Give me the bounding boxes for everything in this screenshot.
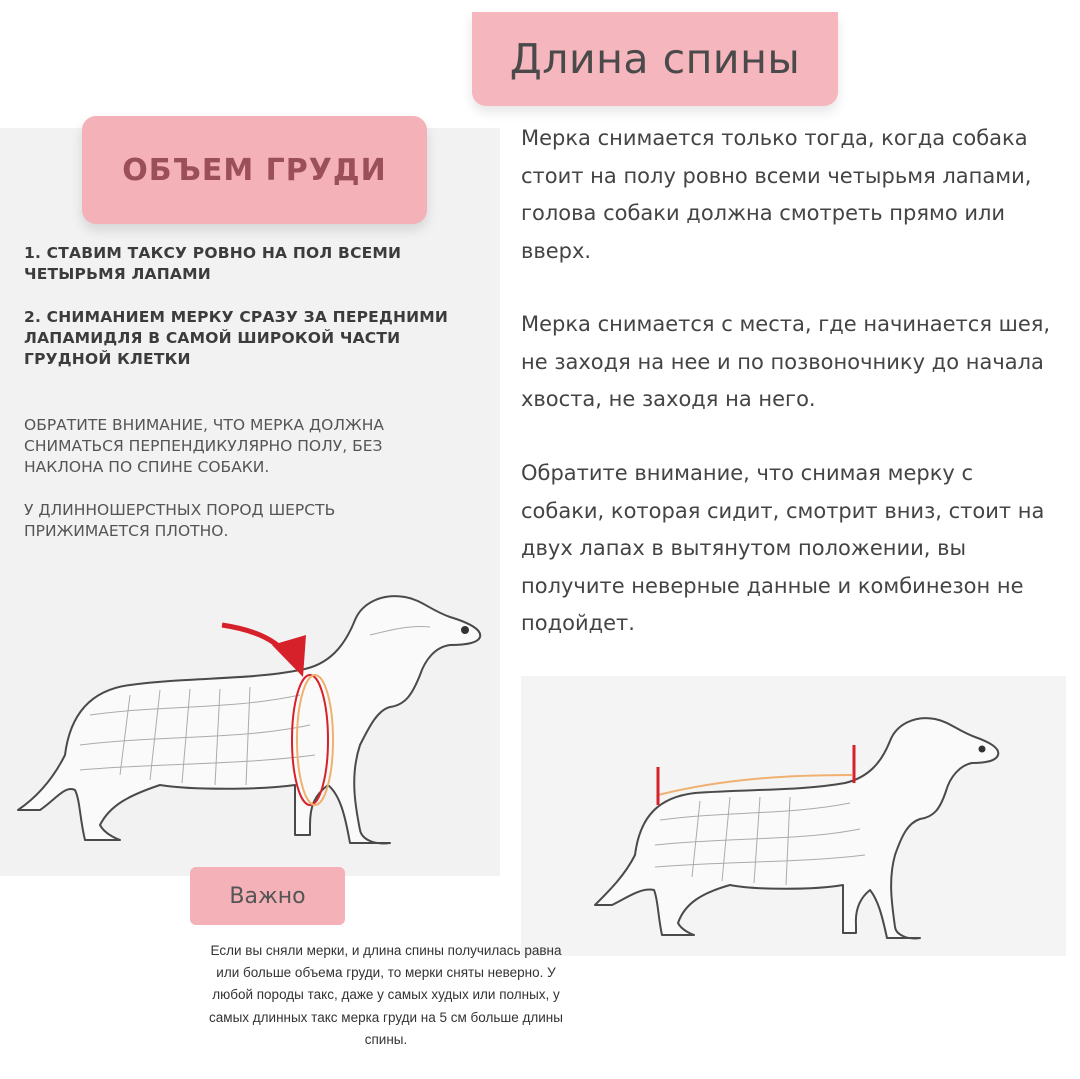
important-box [190,867,345,925]
back-title-box [472,12,838,106]
dachshund-chest-illustration [10,585,495,855]
back-title: Длина спины [509,35,801,83]
chest-note-2: У ДЛИННОШЕРСТНЫХ ПОРОД ШЕРСТЬ ПРИЖИМАЕТСЯ ПЛОТНО. [24,501,336,540]
dachshund-back-illustration [590,705,1010,945]
red-arrow-icon [222,625,306,677]
back-paragraph-1 [521,120,1061,270]
chest-title-box [82,116,427,224]
chest-note-1: ОБРАТИТЕ ВНИМАНИЕ, ЧТО МЕРКА ДОЛЖНА СНИМАТЬСЯ ПЕРПЕНДИКУЛЯРНО ПОЛУ, БЕЗ НАКЛОНА ПО СПИНЕ СОБАКИ. [24,416,384,476]
chest-title: ОБЪЕМ ГРУДИ [122,152,387,188]
important-label: Важно [229,883,306,909]
back-paragraph-3-text: Обратите внимание, что снимая мерку с собаки, которая сидит, смотрит вниз, стоит на двух лапах в вытянутом положении, вы получите неверные данные и комбинезон не подойдет. [521,461,1045,635]
chest-step-1: 1. СТАВИМ ТАКСУ РОВНО НА ПОЛ ВСЕМИ ЧЕТЫРЬМЯ ЛАПАМИ [24,244,402,283]
back-paragraph-1-text: Мерка снимается только тогда, когда собака стоит на полу ровно всеми четырьмя лапами, голова собаки должна смотреть прямо или вверх. [521,126,1032,263]
back-paragraph-2-text: Мерка снимается с места, где начинается шея, не заходя на нее и по позвоночнику до начала хвоста, не заходя на него. [521,312,1051,411]
chest-step-2: 2. СНИМАНИЕМ МЕРКУ СРАЗУ ЗА ПЕРЕДНИМИ ЛАПАМИДЛЯ В САМОЙ ШИРОКОЙ ЧАСТИ ГРУДНОЙ КЛЕТКИ [24,308,449,368]
back-paragraph-3 [521,455,1061,643]
back-paragraph-2 [521,306,1061,419]
important-text: Если вы сняли мерки, и длина спины получилась равна или больше объема груди, то мерки сняты неверно. У любой породы такс, даже у самых худых или полных, у самых длинных такс мерка груди на 5 см больше длины спины. [209,943,563,1047]
